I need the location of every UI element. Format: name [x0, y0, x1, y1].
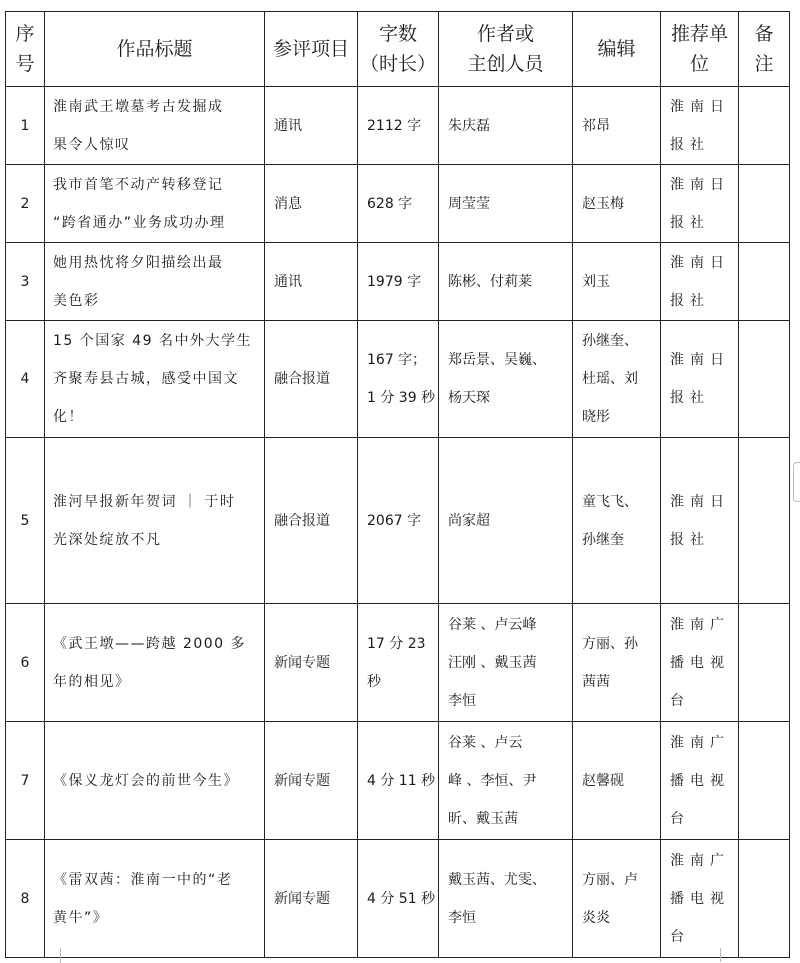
- cell-category-line: 新闻专题: [274, 890, 330, 907]
- cell-title: [45, 87, 265, 165]
- table-row: [6, 722, 790, 840]
- cell-authors-line: 谷莱 、卢云: [448, 734, 523, 751]
- page-edge-tab: [793, 462, 800, 502]
- cell-unit: [661, 840, 739, 958]
- cell-remark: [739, 722, 790, 840]
- cell-authors-line: 戴玉茜、尤雯、: [448, 871, 546, 888]
- cell-authors-line: 尚家超: [448, 512, 490, 529]
- cell-category: [265, 722, 358, 840]
- cell-unit-line: 报社: [670, 390, 710, 406]
- cell-editor-line: 杜瑶、刘: [582, 371, 638, 387]
- cell-title-line: 《保义龙灯会的前世今生》: [53, 772, 239, 789]
- cell-unit-line: 淮南日: [670, 493, 730, 510]
- cell-category-line: 通讯: [274, 273, 302, 290]
- cell-editor-line: 祁昂: [582, 117, 610, 134]
- cell-title: [45, 604, 265, 722]
- cell-title-line: 美色彩: [53, 292, 100, 309]
- cell-authors: [439, 87, 573, 165]
- cell-remark: [739, 321, 790, 438]
- cell-authors: [439, 604, 573, 722]
- cell-editor: [573, 722, 661, 840]
- cell-category-line: 消息: [274, 195, 302, 212]
- cell-unit-line: 淮南广: [670, 734, 730, 751]
- cell-authors: [439, 243, 573, 321]
- cell-title-line: 淮南武王墩墓考古发掘成: [53, 98, 224, 115]
- cell-unit-line: 淮南日: [670, 176, 730, 193]
- cell-length: [358, 840, 439, 958]
- cell-title-line: 《雷双茜：淮南一中的“老: [53, 871, 233, 888]
- cell-category-line: 新闻专题: [274, 654, 330, 671]
- cell-unit-line: 台: [670, 810, 690, 827]
- cell-unit-line: 淮南广: [670, 852, 730, 869]
- cell-length-line: 2067 字: [367, 512, 422, 529]
- cell-editor: [573, 840, 661, 958]
- crop-mark-right: [720, 948, 721, 962]
- cell-editor: [573, 321, 661, 438]
- table-row: [6, 438, 790, 604]
- cell-authors-line: 峰 、李恒、尹: [448, 772, 537, 789]
- table-row: [6, 604, 790, 722]
- header-title: 作品标题: [45, 12, 265, 87]
- cell-category: [265, 165, 358, 243]
- cell-category-line: 融合报道: [274, 512, 330, 529]
- cell-unit-line: 报社: [670, 292, 710, 309]
- cell-no: 4: [6, 321, 45, 438]
- cell-category: [265, 840, 358, 958]
- cell-length-line: 2112 字: [367, 117, 422, 134]
- cell-editor-line: 孙继奎、: [582, 333, 638, 349]
- cell-unit-line: 淮南日: [670, 352, 730, 368]
- cell-no: 1: [6, 87, 45, 165]
- cell-authors-line: 周莹莹: [448, 195, 490, 212]
- cell-length: [358, 321, 439, 438]
- cell-authors-line: 李恒: [448, 692, 476, 709]
- cell-title-line: 年的相见》: [53, 673, 131, 690]
- header-length: 字数 （时长）: [358, 12, 439, 87]
- works-table: [5, 11, 790, 958]
- cell-authors: [439, 438, 573, 604]
- cell-title-line: 光深处绽放不凡: [53, 531, 162, 548]
- cell-unit-line: 报社: [670, 136, 710, 153]
- cell-unit: [661, 438, 739, 604]
- cell-unit: [661, 722, 739, 840]
- cell-length: [358, 438, 439, 604]
- cell-remark: [739, 438, 790, 604]
- cell-authors: [439, 165, 573, 243]
- cell-length-line: 167 字；: [367, 352, 427, 368]
- cell-title: [45, 243, 265, 321]
- cell-unit: [661, 604, 739, 722]
- cell-title: [45, 438, 265, 604]
- cell-title: [45, 165, 265, 243]
- header-unit: 推荐单 位: [661, 12, 739, 87]
- cell-category: [265, 438, 358, 604]
- cell-length-line: 17 分 23: [367, 635, 426, 652]
- cell-unit: [661, 165, 739, 243]
- cell-title-line: 15 个国家 49 名中外大学生: [53, 333, 252, 349]
- cell-length-line: 1979 字: [367, 273, 422, 290]
- cell-remark: [739, 243, 790, 321]
- cell-length: [358, 722, 439, 840]
- cell-length-line: 秒: [367, 673, 381, 690]
- header-row: [6, 12, 790, 87]
- cell-remark: [739, 604, 790, 722]
- cell-editor-line: 晓彤: [582, 409, 610, 425]
- table-row: [6, 87, 790, 165]
- cell-no: 8: [6, 840, 45, 958]
- cell-unit-line: 播电视: [670, 772, 730, 789]
- cell-editor-line: 孙继奎: [582, 531, 624, 548]
- cell-no: 5: [6, 438, 45, 604]
- cell-length-line: 628 字: [367, 195, 413, 212]
- table-row: [6, 243, 790, 321]
- cell-length-line: 4 分 51 秒: [367, 890, 436, 907]
- cell-authors-line: 陈彬、付莉莱: [448, 273, 532, 290]
- cell-authors: [439, 321, 573, 438]
- cell-title-line: 齐聚寿县古城，感受中国文: [53, 371, 239, 387]
- table-row: [6, 321, 790, 438]
- cell-category: [265, 604, 358, 722]
- cell-editor: [573, 438, 661, 604]
- cell-editor: [573, 87, 661, 165]
- cell-authors-line: 昕、戴玉茜: [448, 810, 518, 827]
- cell-length: [358, 87, 439, 165]
- cell-title-line: 我市首笔不动产转移登记: [53, 176, 224, 193]
- cell-title-line: 她用热忱将夕阳描绘出最: [53, 254, 224, 271]
- cell-length-line: 1 分 39 秒: [367, 390, 436, 406]
- cell-category-line: 融合报道: [274, 371, 330, 387]
- cell-no: 7: [6, 722, 45, 840]
- cell-title: [45, 840, 265, 958]
- cell-authors-line: 李恒: [448, 909, 476, 926]
- cell-category-line: 通讯: [274, 117, 302, 134]
- crop-mark-left: [60, 948, 61, 963]
- cell-length: [358, 165, 439, 243]
- cell-editor-line: 茜茜: [582, 673, 610, 690]
- cell-editor: [573, 604, 661, 722]
- cell-authors-line: 郑岳景、吴巍、: [448, 352, 546, 368]
- cell-unit-line: 台: [670, 928, 690, 945]
- cell-length: [358, 243, 439, 321]
- cell-remark: [739, 840, 790, 958]
- cell-editor-line: 赵玉梅: [582, 195, 624, 212]
- header-no: 序 号: [6, 12, 45, 87]
- cell-authors-line: 朱庆磊: [448, 117, 490, 134]
- cell-authors-line: 谷莱 、卢云峰: [448, 616, 537, 633]
- cell-authors-line: 汪刚 、戴玉茜: [448, 654, 537, 671]
- cell-unit-line: 播电视: [670, 890, 730, 907]
- table-row: [6, 165, 790, 243]
- cell-unit: [661, 321, 739, 438]
- cell-unit-line: 淮南日: [670, 98, 730, 115]
- cell-authors-line: 杨天琛: [448, 390, 490, 406]
- cell-unit: [661, 243, 739, 321]
- cell-remark: [739, 87, 790, 165]
- cell-unit-line: 报社: [670, 214, 710, 231]
- cell-editor-line: 赵馨砚: [582, 772, 624, 789]
- cell-title-line: 黄牛”》: [53, 909, 109, 926]
- cell-unit-line: 播电视: [670, 654, 730, 671]
- cell-category: [265, 321, 358, 438]
- cell-title: [45, 321, 265, 438]
- cell-authors: [439, 840, 573, 958]
- cell-no: 2: [6, 165, 45, 243]
- cell-editor-line: 童飞飞、: [582, 493, 638, 510]
- cell-editor-line: 方丽、卢: [582, 871, 638, 888]
- cell-length-line: 4 分 11 秒: [367, 772, 436, 789]
- header-authors: 作者或 主创人员: [439, 12, 573, 87]
- header-remark: 备 注: [739, 12, 790, 87]
- cell-category: [265, 87, 358, 165]
- header-editor: 编辑: [573, 12, 661, 87]
- cell-category-line: 新闻专题: [274, 772, 330, 789]
- cell-editor-line: 炎炎: [582, 909, 610, 926]
- cell-no: 3: [6, 243, 45, 321]
- cell-length: [358, 604, 439, 722]
- cell-title: [45, 722, 265, 840]
- table-row: [6, 840, 790, 958]
- cell-unit-line: 淮南日: [670, 254, 730, 271]
- cell-authors: [439, 722, 573, 840]
- cell-title-line: “跨省通办”业务成功办理: [53, 214, 226, 231]
- cell-unit: [661, 87, 739, 165]
- cell-no: 6: [6, 604, 45, 722]
- cell-unit-line: 淮南广: [670, 616, 730, 633]
- cell-unit-line: 报社: [670, 531, 710, 548]
- cell-title-line: 淮河早报新年贺词 ｜ 于时: [53, 493, 236, 510]
- header-category: 参评项目: [265, 12, 358, 87]
- cell-category: [265, 243, 358, 321]
- cell-title-line: 《武王墩——跨越 2000 多: [53, 635, 247, 652]
- cell-unit-line: 台: [670, 692, 690, 709]
- cell-editor: [573, 165, 661, 243]
- cell-title-line: 化！: [53, 409, 84, 425]
- cell-editor-line: 方丽、孙: [582, 635, 638, 652]
- cell-editor-line: 刘玉: [582, 273, 610, 290]
- cell-title-line: 果令人惊叹: [53, 136, 131, 153]
- cell-editor: [573, 243, 661, 321]
- cell-remark: [739, 165, 790, 243]
